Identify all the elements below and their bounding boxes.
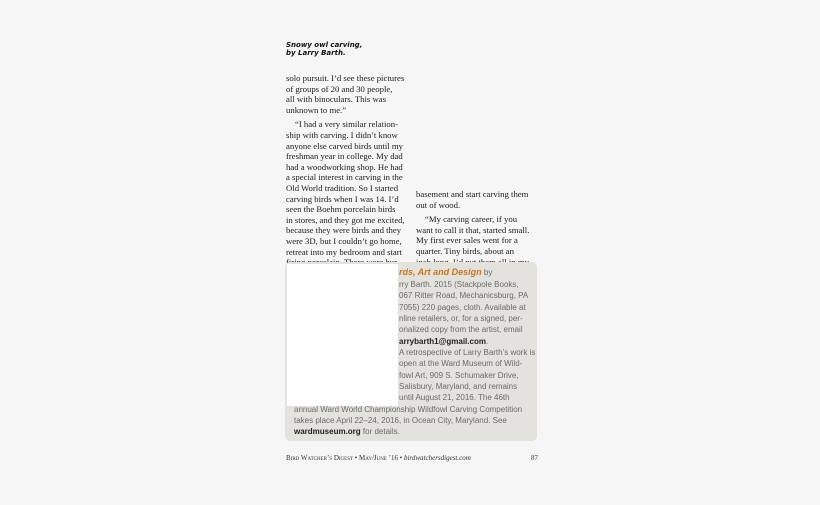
text-line: want to call it that, started small. — [416, 224, 530, 235]
sidebar-line: fowl Art, 909 S. Schumaker Drive, — [399, 371, 519, 380]
caption-line: by Larry Barth. — [286, 48, 346, 57]
sidebar-line: annual Ward World Championship Wildfowl Carving Competition — [294, 405, 523, 414]
caption-line: Snowy owl carving, — [286, 41, 363, 49]
sidebar-title-line: rds, Art and Design by — [399, 267, 493, 277]
page-number: 87 — [531, 454, 538, 462]
sidebar-line: until August 21, 2016. The 46th — [399, 393, 510, 402]
text-line: freshman year in college. My dad — [286, 151, 403, 162]
sidebar-line: rry Barth. 2015 (Stackpole Books, — [399, 280, 519, 289]
sidebar-link-line: wardmuseum.org for details. — [294, 427, 400, 436]
sidebar-line: open at the Ward Museum of Wild- — [399, 359, 523, 368]
text-line: anyone else carved birds until my — [286, 140, 404, 151]
text-line: “My carving career, if you — [425, 214, 518, 225]
sidebar-line: 7055) 220 pages, cloth. Available at — [399, 303, 526, 312]
text-line: Old World tradition. So I started — [286, 182, 399, 193]
article-column-1 — [286, 73, 410, 278]
text-line: “I had a very similar relation- — [295, 119, 398, 130]
sidebar-email-line: arrybarth1@gmail.com. — [399, 337, 489, 346]
text-line: had a woodworking shop. He had — [286, 161, 403, 172]
text-line: unknown to me.” — [286, 104, 347, 115]
publication-name: Bird Watcher’s Digest — [286, 454, 354, 462]
website-link[interactable]: birdwatchersdigest.com — [403, 454, 471, 462]
author-email-link[interactable]: arrybarth1@gmail.com — [399, 337, 486, 346]
text-line: carving birds when I was 14. I’d — [286, 193, 399, 204]
text-line: basement and start carving them — [416, 189, 529, 199]
sidebar-line: onalized copy from the artist, email — [399, 325, 523, 334]
book-cover-image — [287, 264, 398, 406]
text-line: because they were birds and they — [286, 225, 402, 236]
issue-date: May/June ’16 — [359, 454, 399, 462]
sidebar-line: 067 Ritter Road, Mechanicsburg, PA — [399, 291, 529, 300]
text-line: quarter. Tiny birds, about an — [416, 245, 514, 256]
text-line: in stores, and they got me excited, — [286, 214, 405, 225]
text-line: out of wood. — [416, 199, 461, 210]
sidebar-line: nline retailers, or, for a signed, per- — [399, 314, 523, 323]
footer-credit: Bird Watcher’s Digest • May/June ’16 • birdwatchersdigest.com — [286, 454, 471, 462]
text-line: My first ever sales went for a — [416, 235, 518, 246]
text-line: a special interest in carving in the — [286, 172, 403, 183]
sidebar-line: A retrospective of Larry Barth’s work is — [399, 348, 536, 357]
text-line: solo pursuit. I’d see these pictures — [286, 73, 405, 83]
text-line: of groups of 20 and 30 people, — [286, 83, 393, 94]
article-column-2 — [416, 189, 540, 267]
photo-caption — [286, 42, 416, 57]
text-line: seen the Boehm porcelain birds — [286, 204, 396, 215]
museum-website-link[interactable]: wardmuseum.org — [294, 427, 361, 436]
book-title: rds, Art and Design — [399, 267, 482, 277]
text-line: ship with carving. I didn’t know — [286, 129, 398, 140]
text-line: were 3D, but I couldn’t go home, — [286, 235, 402, 246]
text-line: retreat into my bedroom and start — [286, 246, 403, 257]
text-line: all with binoculars. This was — [286, 94, 386, 105]
sidebar-line: Salisbury, Maryland, and remains — [399, 382, 518, 391]
sidebar-line: takes place April 22–24, 2016, in Ocean City, Maryland. See — [294, 416, 507, 425]
